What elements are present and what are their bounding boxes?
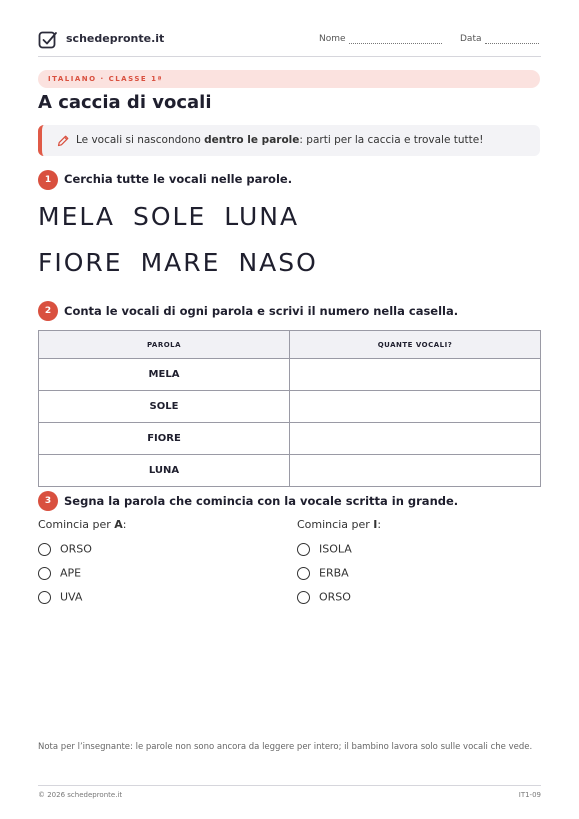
table-row: [39, 391, 541, 423]
word-row-1: [38, 202, 317, 231]
word-cell: FIORE: [39, 423, 290, 455]
word[interactable]: SOLE: [132, 202, 207, 231]
footer-divider: [38, 785, 541, 786]
word-cell: LUNA: [39, 455, 290, 487]
column-header-word: PAROLA: [39, 331, 290, 359]
name-field[interactable]: [319, 34, 442, 44]
question-1-text: Cerchia tutte le vocali nelle parole.: [64, 172, 293, 186]
question-2-number: 2: [38, 301, 58, 321]
table-row: [39, 455, 541, 487]
word-cell: MELA: [39, 359, 290, 391]
page-title: A caccia di vocali: [38, 92, 212, 113]
word[interactable]: MARE: [140, 248, 221, 277]
radio-button-icon[interactable]: [38, 543, 51, 556]
answer-cell[interactable]: [290, 359, 541, 391]
teacher-note: Nota per l’insegnante: le parole non sono ancora da leggere per intero; il bambino lavora solo sulle vocali che vede.: [38, 742, 533, 752]
word[interactable]: MELA: [38, 202, 115, 231]
checkbox-logo-icon: [38, 30, 58, 50]
word-row-2: [38, 248, 336, 277]
subject-pill: ITALIANO · CLASSE 1ª: [38, 70, 540, 88]
question-3-text: Segna la parola che comincia con la vocale scritta in grande.: [64, 494, 459, 508]
column-header-count: QUANTE VOCALI?: [290, 331, 541, 359]
left-column-heading: Comincia per A:: [38, 518, 127, 531]
radio-button-icon[interactable]: [38, 567, 51, 580]
radio-button-icon[interactable]: [297, 543, 310, 556]
word[interactable]: LUNA: [224, 202, 300, 231]
word-cell: SOLE: [39, 391, 290, 423]
page-header: [38, 30, 541, 56]
date-field[interactable]: [460, 34, 539, 44]
name-label: Nome: [319, 34, 346, 44]
word[interactable]: NASO: [238, 248, 318, 277]
brand-name: schedepronte.it: [66, 32, 165, 45]
question-1-number: 1: [38, 170, 58, 190]
footer-code: IT1-09: [518, 791, 541, 799]
pencil-icon: [56, 134, 70, 148]
header-divider: [38, 56, 541, 57]
radio-button-icon[interactable]: [297, 591, 310, 604]
intro-callout: [38, 125, 540, 156]
option-left-3[interactable]: UVA: [38, 590, 82, 606]
radio-button-icon[interactable]: [38, 591, 51, 604]
question-2-text: Conta le vocali di ogni parola e scrivi il numero nella casella.: [64, 304, 459, 318]
option-left-1[interactable]: ORSO: [38, 542, 92, 558]
radio-button-icon[interactable]: [297, 567, 310, 580]
footer-copyright: © 2026 schedepronte.it: [38, 791, 123, 799]
option-right-1[interactable]: ISOLA: [297, 542, 352, 558]
option-right-3[interactable]: ORSO: [297, 590, 351, 606]
question-3-number: 3: [38, 491, 58, 511]
table-row: [39, 423, 541, 455]
answer-cell[interactable]: [290, 391, 541, 423]
right-column-heading: Comincia per I:: [297, 518, 382, 531]
answer-cell[interactable]: [290, 455, 541, 487]
table-row: [39, 359, 541, 391]
date-label: Data: [460, 34, 482, 44]
option-left-2[interactable]: APE: [38, 566, 81, 582]
option-right-2[interactable]: ERBA: [297, 566, 349, 582]
vowel-count-table: [38, 330, 541, 487]
answer-cell[interactable]: [290, 423, 541, 455]
callout-text: Le vocali si nascondono dentro le parole: parti per la caccia e trovale tutte!: [76, 134, 484, 146]
word[interactable]: FIORE: [38, 248, 123, 277]
